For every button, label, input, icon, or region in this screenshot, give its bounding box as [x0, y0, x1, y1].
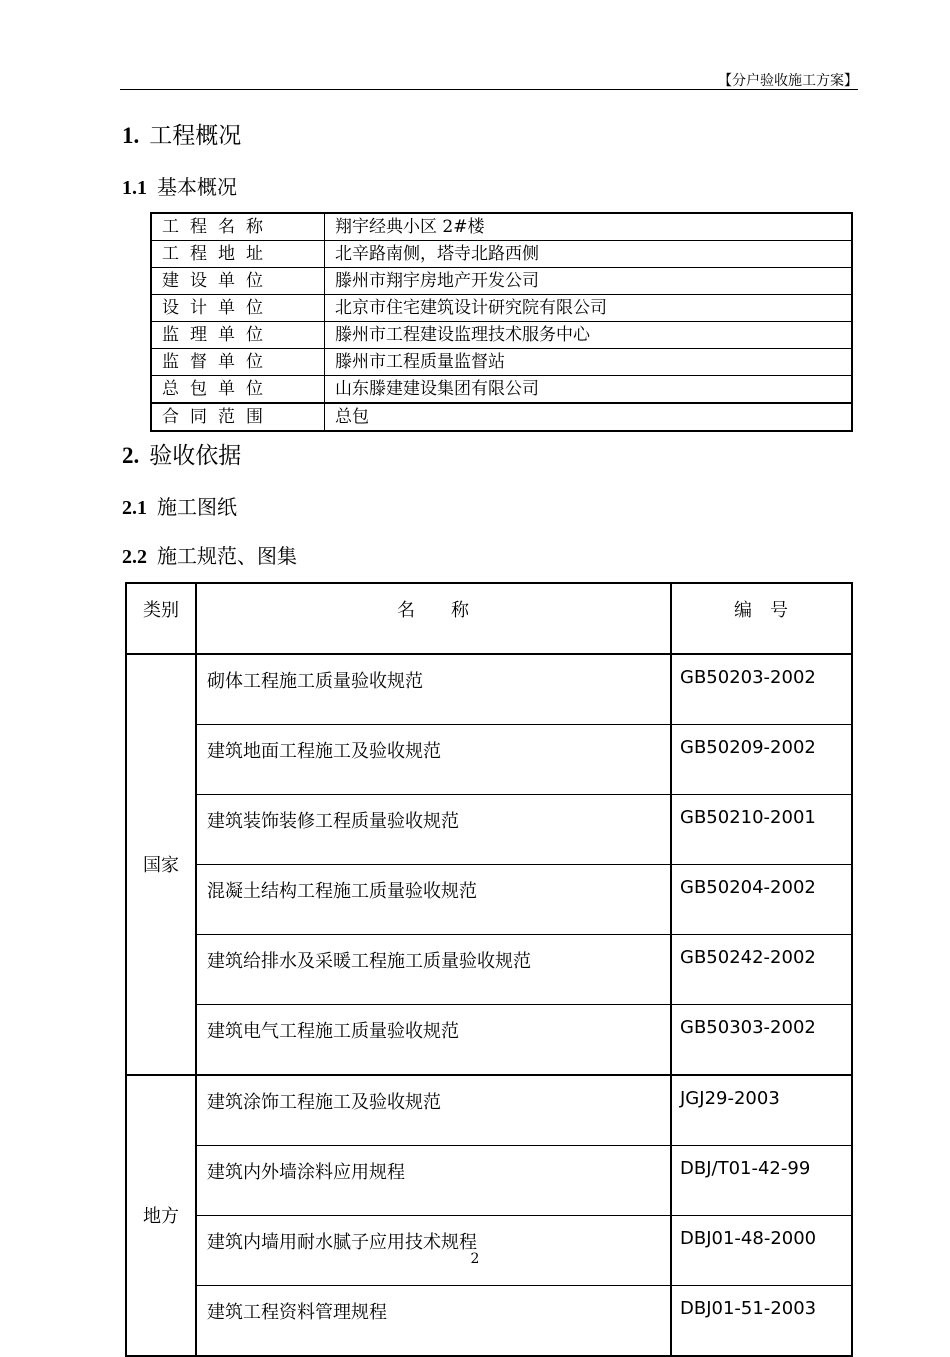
- info-value: 总包: [325, 403, 853, 431]
- info-value: 翔宇经典小区 2#楼: [325, 213, 853, 241]
- table-row: [126, 654, 852, 725]
- table-row: [126, 795, 852, 865]
- standard-name: 建筑工程资料管理规程: [196, 1286, 671, 1357]
- section-2-1-heading: [122, 491, 237, 520]
- info-key: 设计单位: [151, 295, 325, 322]
- page-number: 2: [470, 1251, 480, 1267]
- info-key: 监督单位: [151, 349, 325, 376]
- standard-name: 建筑内墙用耐水腻子应用技术规程: [196, 1216, 671, 1286]
- standard-name: 砌体工程施工质量验收规范: [196, 654, 671, 725]
- table-row: [151, 349, 852, 376]
- category-cell: 国家: [126, 654, 196, 1075]
- info-key: 工程地址: [151, 241, 325, 268]
- section-number: 2.1: [122, 497, 147, 519]
- info-value: 滕州市工程质量监督站: [325, 349, 853, 376]
- standard-code: JGJ29-2003: [671, 1075, 852, 1146]
- standard-name: 建筑装饰装修工程质量验收规范: [196, 795, 671, 865]
- section-number: 1.: [122, 123, 140, 148]
- info-value: 北辛路南侧，塔寺北路西侧: [325, 241, 853, 268]
- section-2-heading: [122, 437, 241, 470]
- standard-name: 建筑给排水及采暖工程施工质量验收规范: [196, 935, 671, 1005]
- table-row: [126, 1286, 852, 1357]
- section-title: 施工图纸: [157, 495, 237, 519]
- table-row: [126, 865, 852, 935]
- info-value: 北京市住宅建筑设计研究院有限公司: [325, 295, 853, 322]
- table-row: [151, 241, 852, 268]
- section-title: 验收依据: [149, 443, 242, 469]
- section-title: 施工规范、图集: [157, 544, 297, 568]
- section-title: 基本概况: [157, 175, 237, 199]
- standard-code: GB50209-2002: [671, 725, 852, 795]
- standard-code: DBJ01-48-2000: [671, 1216, 852, 1286]
- info-key: 监理单位: [151, 322, 325, 349]
- info-value: 滕州市翔宇房地产开发公司: [325, 268, 853, 295]
- section-number: 2.: [122, 443, 140, 468]
- standard-name: 建筑涂饰工程施工及验收规范: [196, 1075, 671, 1146]
- column-header-name: 名 称: [196, 583, 671, 654]
- table-header-row: [126, 583, 852, 654]
- standard-name: 混凝土结构工程施工质量验收规范: [196, 865, 671, 935]
- info-value: 滕州市工程建设监理技术服务中心: [325, 322, 853, 349]
- norms-table: [125, 582, 853, 1357]
- standard-code: GB50203-2002: [671, 654, 852, 725]
- table-row: [126, 1075, 852, 1146]
- standard-code: GB50204-2002: [671, 865, 852, 935]
- section-1-heading: [122, 117, 241, 150]
- section-number: 2.2: [122, 546, 147, 568]
- standard-code: GB50303-2002: [671, 1005, 852, 1076]
- standard-name: 建筑地面工程施工及验收规范: [196, 725, 671, 795]
- table-row: [126, 935, 852, 1005]
- standard-code: GB50210-2001: [671, 795, 852, 865]
- column-header-code: 编 号: [671, 583, 852, 654]
- standard-name: 建筑电气工程施工质量验收规范: [196, 1005, 671, 1076]
- table-row: [151, 295, 852, 322]
- table-row: [126, 1146, 852, 1216]
- category-cell: 地方: [126, 1075, 196, 1356]
- section-title: 工程概况: [149, 123, 242, 149]
- info-value: 山东滕建建设集团有限公司: [325, 376, 853, 404]
- column-header-category: 类别: [126, 583, 196, 654]
- header-divider: [120, 89, 858, 90]
- table-row: [151, 268, 852, 295]
- table-row: [151, 376, 852, 404]
- info-key: 合同范围: [151, 403, 325, 431]
- table-row: [151, 322, 852, 349]
- info-key: 建设单位: [151, 268, 325, 295]
- table-row: [151, 403, 852, 431]
- info-key: 总包单位: [151, 376, 325, 404]
- standard-code: DBJ01-51-2003: [671, 1286, 852, 1357]
- standard-code: GB50242-2002: [671, 935, 852, 1005]
- section-2-2-heading: [122, 540, 297, 569]
- project-info-table: [150, 212, 853, 432]
- table-row: [126, 1005, 852, 1076]
- table-row: [151, 213, 852, 241]
- standard-code: DBJ/T01-42-99: [671, 1146, 852, 1216]
- info-key: 工程名称: [151, 213, 325, 241]
- table-row: [126, 725, 852, 795]
- section-number: 1.1: [122, 177, 147, 199]
- standard-name: 建筑内外墙涂料应用规程: [196, 1146, 671, 1216]
- section-1-1-heading: [122, 171, 237, 200]
- document-header-title: 【分户验收施工方案】: [718, 73, 858, 89]
